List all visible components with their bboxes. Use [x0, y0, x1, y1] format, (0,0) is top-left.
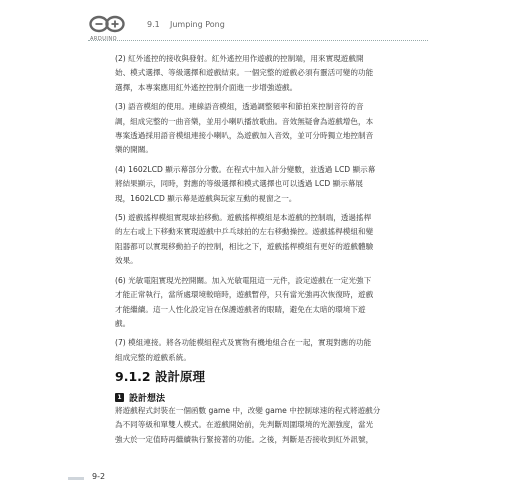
- subsection-number-badge: 1: [115, 393, 124, 402]
- footer-accent-bar: [68, 477, 84, 480]
- text-line: (2) 紅外遙控的接收與發射。紅外遙控用作遊戲的控制端，用來實現遊戲開: [115, 54, 364, 63]
- text-line: 樂的開關。: [115, 145, 153, 155]
- text-line: 阻器都可以實現移動拍子的控制，相比之下，遊戲搖桿模組有更好的遊戲體驗: [115, 241, 374, 251]
- text-line: 為不同等級和單雙人模式。在遊戲開始前，先判斷周圍環境的光源強度，當光: [115, 420, 374, 430]
- text-line: 才能繼續。這一人性化設定旨在保護遊戲者的眼睛，避免在太暗的環境下遊: [115, 304, 366, 314]
- logo-text: ARDUINO: [90, 36, 118, 42]
- body-paragraph: [115, 404, 407, 447]
- paragraph-5: [115, 211, 407, 269]
- text-line: 組成完整的遊戲系統。: [115, 352, 191, 362]
- text-line: (7) 模組連接。將各功能模組程式及實物有機地組合在一起，實現對應的功能: [115, 338, 372, 348]
- text-line: (4) 1602LCD 顯示幕部分分數。在程式中加入計分變數，並透過 LCD 顯示幕: [115, 164, 376, 174]
- paragraph-3: [115, 100, 407, 158]
- text-line: (5) 遊戲搖桿模組實現球拍移動。遊戲搖桿模組是本遊戲的控制端，透過搖桿: [115, 213, 372, 223]
- header-divider: [88, 40, 428, 41]
- text-line: (3) 語音模組的使用。連線語音模組，透過調整頻率和節拍來控制音符的音: [115, 102, 364, 112]
- text-line: 戲。: [115, 318, 131, 328]
- text-line: 效果。: [115, 256, 138, 266]
- paragraph-7: [115, 336, 407, 365]
- text-line: 選擇，本專案應用紅外遙控控制介面進一步增強遊戲。: [115, 82, 298, 92]
- text-line: 現，1602LCD 顯示幕是遊戲與玩家互動的視窗之一。: [115, 193, 297, 203]
- subsection-heading: [115, 391, 165, 404]
- paragraph-4: [115, 163, 407, 206]
- text-line: 將遊戲程式封裝在一個函數 game 中，改變 game 中控制球速的程式將遊戲分: [115, 406, 381, 415]
- paragraph-6: [115, 274, 407, 332]
- text-line: 始、模式選擇、等級選擇和遊戲結束。一個完整的遊戲必須有靈活可變的功能: [115, 68, 374, 78]
- paragraph-list: [115, 52, 407, 370]
- header-title: Jumping Pong: [170, 20, 225, 29]
- header-section-number: 9.1: [147, 20, 160, 29]
- text-line: (6) 光敏電阻實現光控開關。加入光敏電阻這一元件，設定遊戲在一定光強下: [115, 275, 372, 285]
- page-number: 9-2: [92, 472, 106, 481]
- text-line: 將結果顯示，同時，對應的等級選擇和模式選擇也可以透過 LCD 顯示幕展: [115, 179, 364, 189]
- text-line: 專案透過採用語音模組連接小喇叭，為遊戲加入音效，並可分時獨立地控制音: [115, 131, 374, 141]
- text-line: 強大於一定值時再繼續執行緊接著的功能。之後，判斷是否接收到紅外訊號，: [115, 434, 374, 444]
- text-line: 才能正常執行，當所處環境較暗時，遊戲暫停，只有當光強再次恢復時，遊戲: [115, 290, 374, 300]
- text-line: 調，組成完整的一曲音樂，並用小喇叭播放歌曲。音效無疑會為遊戲增色，本: [115, 116, 374, 126]
- subsection-title: 設計想法: [129, 394, 166, 404]
- section-heading: 9.1.2 設計原理: [115, 369, 205, 384]
- paragraph-2: [115, 52, 407, 95]
- text-line: 的左右或上下移動來實現遊戲中乒乓球拍的左右移動操控。遊戲搖桿模組和變: [115, 227, 374, 237]
